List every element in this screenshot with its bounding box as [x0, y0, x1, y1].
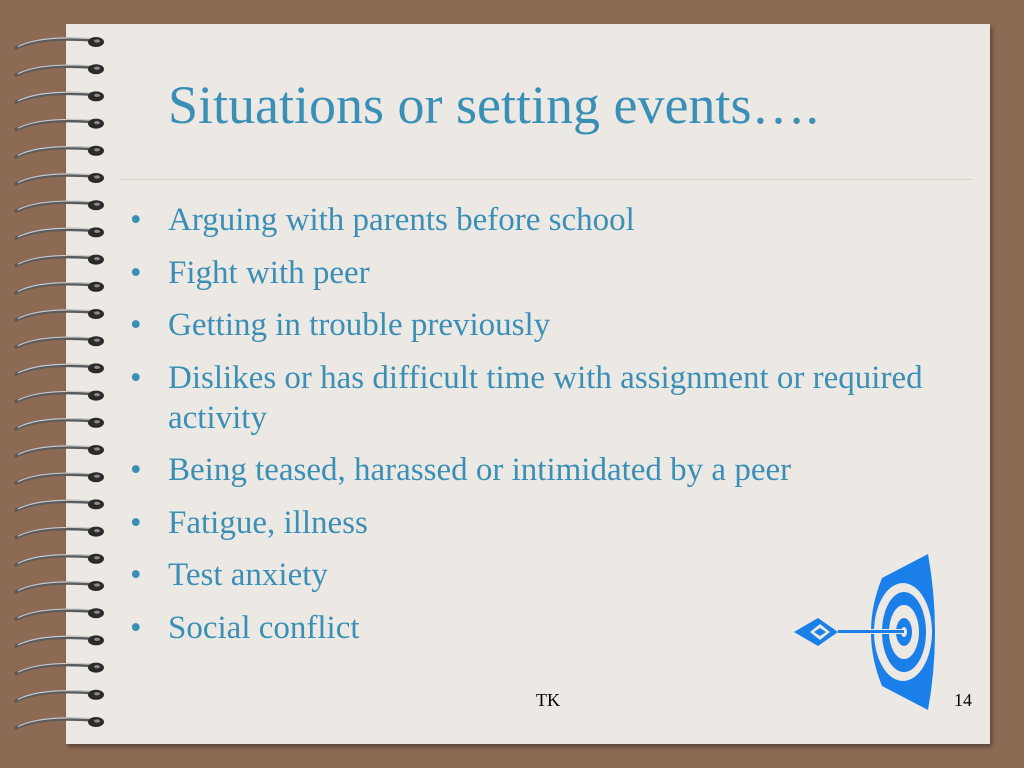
spiral-coil — [16, 472, 104, 483]
target-arrow-icon — [792, 552, 942, 712]
spiral-coil — [16, 200, 104, 211]
spiral-coil — [16, 445, 104, 456]
spiral-coil — [16, 227, 104, 238]
bullet-text: Social conflict — [168, 609, 360, 646]
spiral-coil — [16, 309, 104, 320]
bullet-text: Test anxiety — [168, 557, 328, 593]
bullet-text: Arguing with parents before school — [168, 202, 635, 238]
page-number: 14 — [954, 690, 972, 710]
spiral-coil — [16, 554, 104, 565]
spiral-coil — [16, 635, 104, 646]
spiral-coil — [16, 146, 104, 157]
bullet-marker: • — [130, 307, 142, 343]
bullet-text: Dislikes or has difficult time with assignment or required activity — [168, 359, 923, 436]
bullet-marker: • — [130, 452, 142, 488]
spiral-coil — [16, 255, 104, 266]
bullet-item — [128, 358, 948, 438]
spiral-coil — [16, 527, 104, 538]
bullet-marker: • — [130, 202, 142, 238]
slide-title: Situations or setting events…. — [168, 75, 819, 135]
spiral-coil — [16, 282, 104, 293]
bullet-text: Fatigue, illness — [168, 504, 368, 541]
title-divider — [120, 179, 972, 180]
spiral-coil — [16, 499, 104, 510]
spiral-coil — [16, 418, 104, 429]
bullet-marker: • — [130, 359, 142, 396]
spiral-coil — [16, 119, 104, 130]
spiral-coil — [16, 37, 104, 48]
spiral-coil — [16, 363, 104, 374]
spiral-coil — [16, 336, 104, 347]
bullet-marker: • — [130, 254, 142, 291]
spiral-coil — [16, 690, 104, 701]
spiral-coil — [16, 663, 104, 674]
spiral-coil — [16, 608, 104, 619]
bullet-marker: • — [130, 557, 142, 593]
spiral-coil — [16, 391, 104, 402]
bullet-item — [128, 450, 948, 490]
bullet-item — [128, 253, 948, 293]
spiral-coil — [16, 173, 104, 184]
bullet-marker: • — [130, 504, 142, 541]
bullet-item — [128, 200, 948, 240]
bullet-item — [128, 503, 948, 543]
bullet-item — [128, 305, 948, 345]
spiral-coil — [16, 64, 104, 75]
bullet-text: Being teased, harassed or intimidated by a peer — [168, 452, 792, 488]
bullet-text: Getting in trouble previously — [168, 307, 551, 343]
bullet-marker: • — [130, 609, 142, 646]
spiral-coil — [16, 581, 104, 592]
footer-text: TK — [536, 690, 560, 710]
spiral-binding-icon — [0, 0, 140, 768]
spiral-coil — [16, 91, 104, 102]
bullet-text: Fight with peer — [168, 254, 370, 291]
spiral-coil — [16, 717, 104, 728]
